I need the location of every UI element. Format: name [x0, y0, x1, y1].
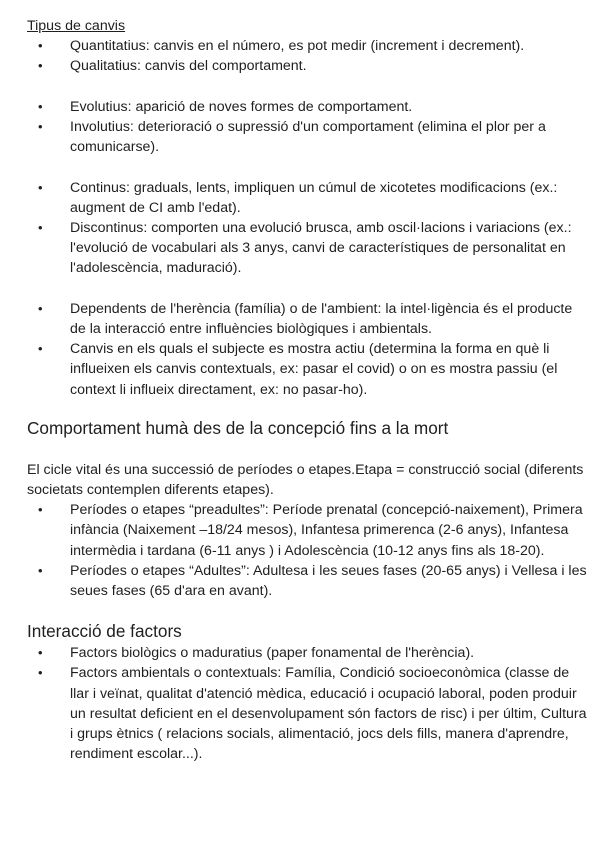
list-item: • Quantitatius: canvis en el número, es pot medir (increment i decrement).: [27, 36, 587, 56]
bullet-icon: •: [38, 665, 43, 681]
list-factors: [27, 643, 587, 764]
list-item: • Dependents de l'herència (família) o de l'ambient: la intel·ligència és el producte de la interacció entre influències biològiques i ambientals.: [38, 300, 573, 337]
section-title-comportament-huma: Comportament humà des de la concepció fins a la mort: [27, 417, 449, 438]
list-item: • Períodes o etapes “Adultes”: Adultesa i les seues fases (20-65 anys) i Vellesa i les seues fases (65 d'ara en avant).: [38, 562, 587, 600]
list-item: • Evolutius: aparició de noves formes de comportament.: [27, 97, 587, 117]
bullet-icon: •: [38, 341, 43, 357]
spacer: [27, 157, 587, 177]
bullet-icon: •: [38, 220, 43, 235]
list-tipus-canvis-c: [27, 178, 587, 279]
bullet-icon: •: [38, 300, 43, 316]
bullet-icon: •: [38, 562, 43, 578]
list-tipus-canvis-b: [27, 97, 587, 158]
list-item: • Involutius: deterioració o supressió d'un comportament (elimina el plor per a comunicarse).: [38, 119, 546, 156]
list-periodes: [27, 500, 587, 601]
bullet-icon: •: [38, 645, 43, 661]
bullet-icon: •: [38, 119, 43, 134]
list-item: • Períodes o etapes “preadultes”: Període prenatal (concepció-naixement), Primera infància (Naixement –18/24 mesos), Infantesa primerenca (2-6 anys), Infantesa intermèdia i tardana (6-11 anys ) i Adolescència (10-12 anys fins als 18-20).: [38, 502, 583, 559]
bullet-icon: •: [38, 98, 43, 114]
list-tipus-canvis-a: [27, 36, 587, 76]
list-item: • Qualitatius: canvis del comportament.: [27, 56, 587, 76]
cicle-vital-paragraph: El cicle vital és una successió de períodes o etapes.Etapa = construcció social (diferents societats contemplen diferents etapes).: [27, 461, 584, 499]
list-item: • Continus: graduals, lents, impliquen un cúmul de xicotetes modificacions (ex.: augment de CI amb l'edat).: [38, 179, 558, 216]
list-item: • Factors ambientals o contextuals: Família, Condició socioeconòmica (classe de llar i veïnat, qualitat d'atenció mèdica, educació i ocupació laboral, poden produir un resultat deficient en el desenvolupament són factors de risc) i per últim, Cultura i grups ètnics ( relacions socials, alimentació, jocs dels fills, manera d'aprendre, rendiment escolar...).: [38, 665, 587, 763]
bullet-icon: •: [38, 179, 43, 195]
list-item: • Factors biològics o maduratius (paper fonamental de l'herència).: [27, 643, 587, 663]
bullet-icon: •: [38, 58, 43, 74]
spacer: [27, 440, 587, 460]
section-title-tipus-de-canvis: Tipus de canvis: [27, 18, 126, 34]
spacer: [27, 279, 587, 299]
bullet-icon: •: [38, 502, 43, 518]
spacer: [27, 77, 587, 97]
list-tipus-canvis-d: [27, 299, 587, 400]
spacer: [27, 400, 587, 416]
document-page: [27, 16, 587, 764]
list-item: • Discontinus: comporten una evolució brusca, amb oscil·lacions i variacions (ex.: l'evolució de vocabulari als 3 anys, canvi de característiques de personalitat en l'adolescència, maduració).: [38, 220, 572, 277]
bullet-icon: •: [38, 38, 43, 54]
spacer: [27, 601, 587, 619]
section-title-interaccio-factors: Interacció de factors: [27, 621, 182, 642]
list-item: • Canvis en els quals el subjecte es mostra actiu (determina la forma en què li influeixen els canvis contextuals, ex: pasar el covid) o on es mostra passiu (el context li influeix directament, ex: no pasar-ho).: [38, 341, 558, 398]
